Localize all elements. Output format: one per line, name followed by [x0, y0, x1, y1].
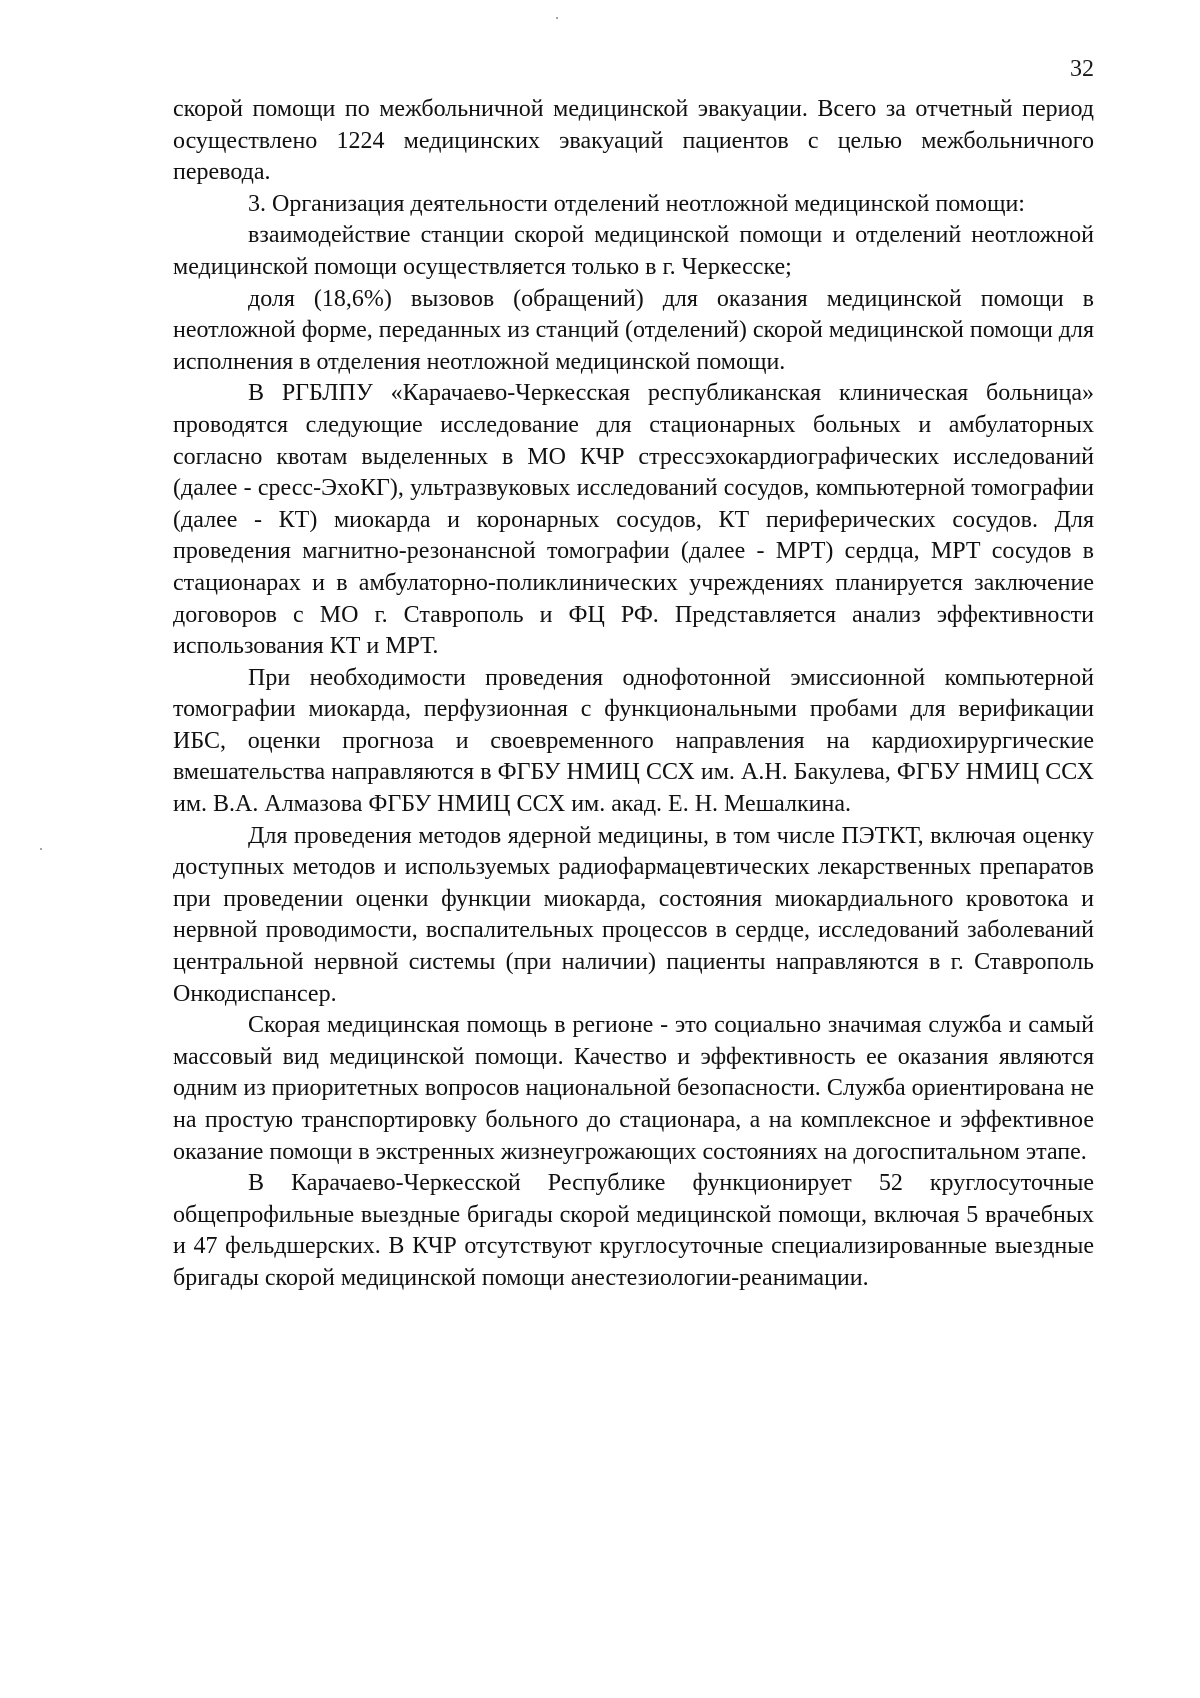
paragraph-section-3-heading: 3. Организация деятельности отделений неотложной медицинской помощи:: [248, 190, 1025, 217]
body-text: [173, 94, 1094, 1295]
page-number: 32: [1070, 56, 1094, 82]
scan-speck: [556, 17, 558, 19]
paragraph-calls-share: доля (18,6%) вызовов (обращений) для оказания медицинской помощи в неотложной форме, переданных из станций (отделений) скорой медицинской помощи для исполнения в отделения неотложной медицинской помощи.: [173, 285, 1095, 375]
paragraph-hospital-studies: В РГБЛПУ «Карачаево-Черкесская республиканская клиническая больница» проводятся следующие исследование для стационарных больных и амбулаторных согласно квотам выделенных в МО КЧР стрессэхокардиографических исследований (далее - сресс-ЭхоКГ), ультразвуковых исследований сосудов, компьютерной томографии (далее - КТ) миокарда и коронарных сосудов, КТ периферических сосудов. Для проведения магнитно-резонансной томографии (далее - МРТ) сердца, МРТ сосудов в стационарах и в амбулаторно-поликлинических учреждениях планируется заключение договоров с МО г. Ставрополь и ФЦ РФ. Представляется анализ эффективности использования КТ и МРТ.: [173, 380, 1094, 660]
paragraph-interaction: взаимодействие станции скорой медицинской помощи и отделений неотложной медицинской помощи осуществляется только в г. Черкесске;: [173, 222, 1094, 280]
paragraph-brigades: В Карачаево-Черкесской Республике функционирует 52 круглосуточные общепрофильные выездные бригады скорой медицинской помощи, включая 5 врачебных и 47 фельдшерских. В КЧР отсутствуют круглосуточные специализированные выездные бригады скорой медицинской помощи анестезиологии-реанимации.: [173, 1170, 1094, 1291]
paragraph-nuclear-medicine: Для проведения методов ядерной медицины, в том числе ПЭТКТ, включая оценку доступных методов и используемых радиофармацевтических лекарственных препаратов при проведении оценки функции миокарда, состояния миокардиального кровотока и нервной проводимости, воспалительных процессов в сердце, исследований заболеваний центральной нервной системы (при наличии) пациенты направляются в г. Ставрополь Онкодиспансер.: [173, 822, 1094, 1007]
paragraph-evacuation-continuation: скорой помощи по межбольничной медицинской эвакуации. Всего за отчетный период осуществлено 1224 медицинских эвакуаций пациентов с целью межбольничного перевода.: [173, 96, 1094, 186]
paragraph-tomography: При необходимости проведения однофотонной эмиссионной компьютерной томографии миокарда, перфузионная с функциональными пробами для верификации ИБС, оценки прогноза и своевременного направления на кардиохирургические вмешательства направляются в ФГБУ НМИЦ ССХ им. А.Н. Бакулева, ФГБУ НМИЦ ССХ им. В.А. Алмазова ФГБУ НМИЦ ССХ им. акад. Е. Н. Мешалкина.: [173, 664, 1094, 818]
paragraph-emergency-service: Скорая медицинская помощь в регионе - это социально значимая служба и самый массовый вид медицинской помощи. Качество и эффективность ее оказания являются одним из приоритетных вопросов национальной безопасности. Служба ориентирована не на простую транспортировку больного до стационара, а на комплексное и эффективное оказание помощи в экстренных жизнеугрожающих состояниях на догоспитальном этапе.: [173, 1012, 1094, 1165]
scan-speck: [40, 848, 42, 850]
